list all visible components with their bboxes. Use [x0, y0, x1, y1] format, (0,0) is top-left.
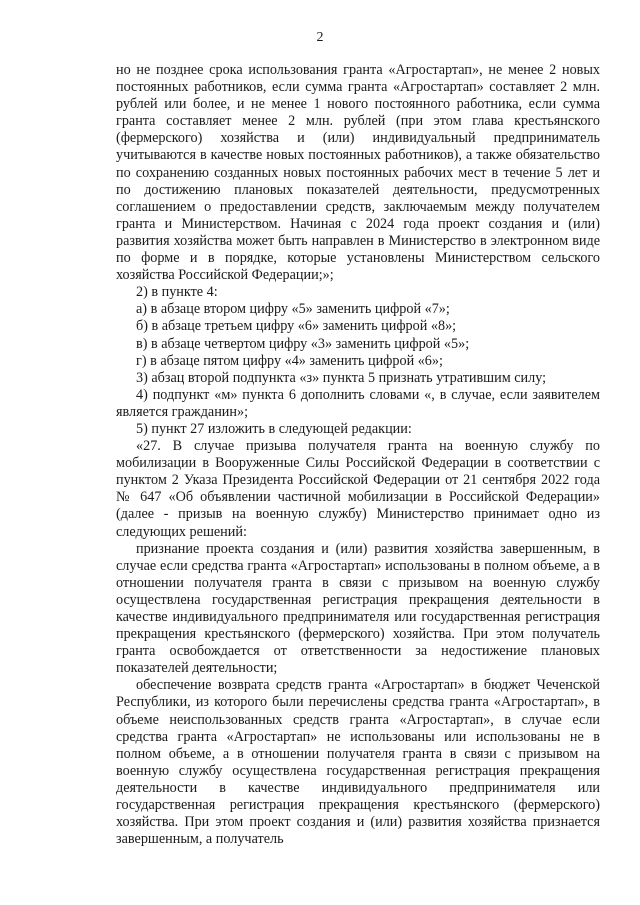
paragraph-item-5: 5) пункт 27 изложить в следующей редакции:	[136, 420, 412, 437]
paragraph-item-2a: а) в абзаце втором цифру «5» заменить цифрой «7»;	[136, 301, 450, 318]
paragraph-item-2: 2) в пункте 4:	[136, 284, 218, 301]
paragraph-decision-complete: признание проекта создания и (или) развития хозяйства завершенным, в случае если средства гранта «Агростартап» использованы в полном объеме, а в отношении получателя гранта в связи с призывом на военную службу осуществлена государственная регистрация прекращения деятельности в качестве индивидуального предпринимателя или государственная регистрация прекращения крестьянского (фермерского) хозяйства. При этом получатель гранта освобождается от ответственности за недостижение плановых показателей деятельности;	[116, 540, 600, 677]
paragraph-item-2v: в) в абзаце четвертом цифру «3» заменить цифрой «5»;	[136, 335, 470, 352]
paragraph-item-3: 3) абзац второй подпункта «з» пункта 5 признать утратившим силу;	[136, 369, 547, 386]
paragraph-item-2b: б) в абзаце третьем цифру «6» заменить цифрой «8»;	[136, 318, 457, 335]
document-body	[116, 62, 600, 848]
paragraph-item-4: 4) подпункт «м» пункта 6 дополнить словами «, в случае, если заявителем является гражданин»;	[116, 386, 600, 420]
paragraph-continuation: но не позднее срока использования гранта «Агростартап», не менее 2 новых постоянных работников, если сумма гранта «Агростартап» составляет 2 млн. рублей или более, и не менее 1 нового постоянного работника, если сумма гранта составляет менее 2 млн. рублей (при этом глава крестьянского (фермерского) хозяйства и (или) индивидуальный предприниматель учитываются в качестве новых постоянных работников), а также обязательство по сохранению созданных новых постоянных рабочих мест в течение 5 лет и по достижению плановых показателей деятельности, предусмотренных соглашением о предоставлении средств, заключаемым между получателем гранта и Министерством. Начиная с 2024 года проект создания и (или) развития хозяйства может быть направлен в Министерство в электронном виде по форме и в порядке, которые установлены Министерством сельского хозяйства Российской Федерации;»;	[116, 62, 600, 284]
page-number: 2	[316, 30, 324, 45]
paragraph-decision-refund: обеспечение возврата средств гранта «Агростартап» в бюджет Чеченской Республики, из которого были перечислены средства гранта «Агростартап», в объеме неиспользованных средств гранта «Агростартап», в случае если средства гранта «Агростартап» не использованы или использованы не в полном объеме, а в отношении получателя гранта в связи с призывом на военную службу осуществлена государственная регистрация прекращения деятельности в качестве индивидуального предпринимателя или государственная регистрация прекращения крестьянского (фермерского) хозяйства. При этом проект создания и (или) развития хозяйства признается завершенным, а получатель	[116, 677, 600, 848]
paragraph-clause-27: «27. В случае призыва получателя гранта на военную службу по мобилизации в Вооруженные Силы Российской Федерации в соответствии с пунктом 2 Указа Президента Российской Федерации от 21 сентября 2022 года № 647 «Об объявлении частичной мобилизации в Российской Федерации» (далее - призыв на военную службу) Министерство принимает одно из следующих решений:	[116, 438, 600, 540]
paragraph-item-2g: г) в абзаце пятом цифру «4» заменить цифрой «6»;	[136, 352, 443, 369]
